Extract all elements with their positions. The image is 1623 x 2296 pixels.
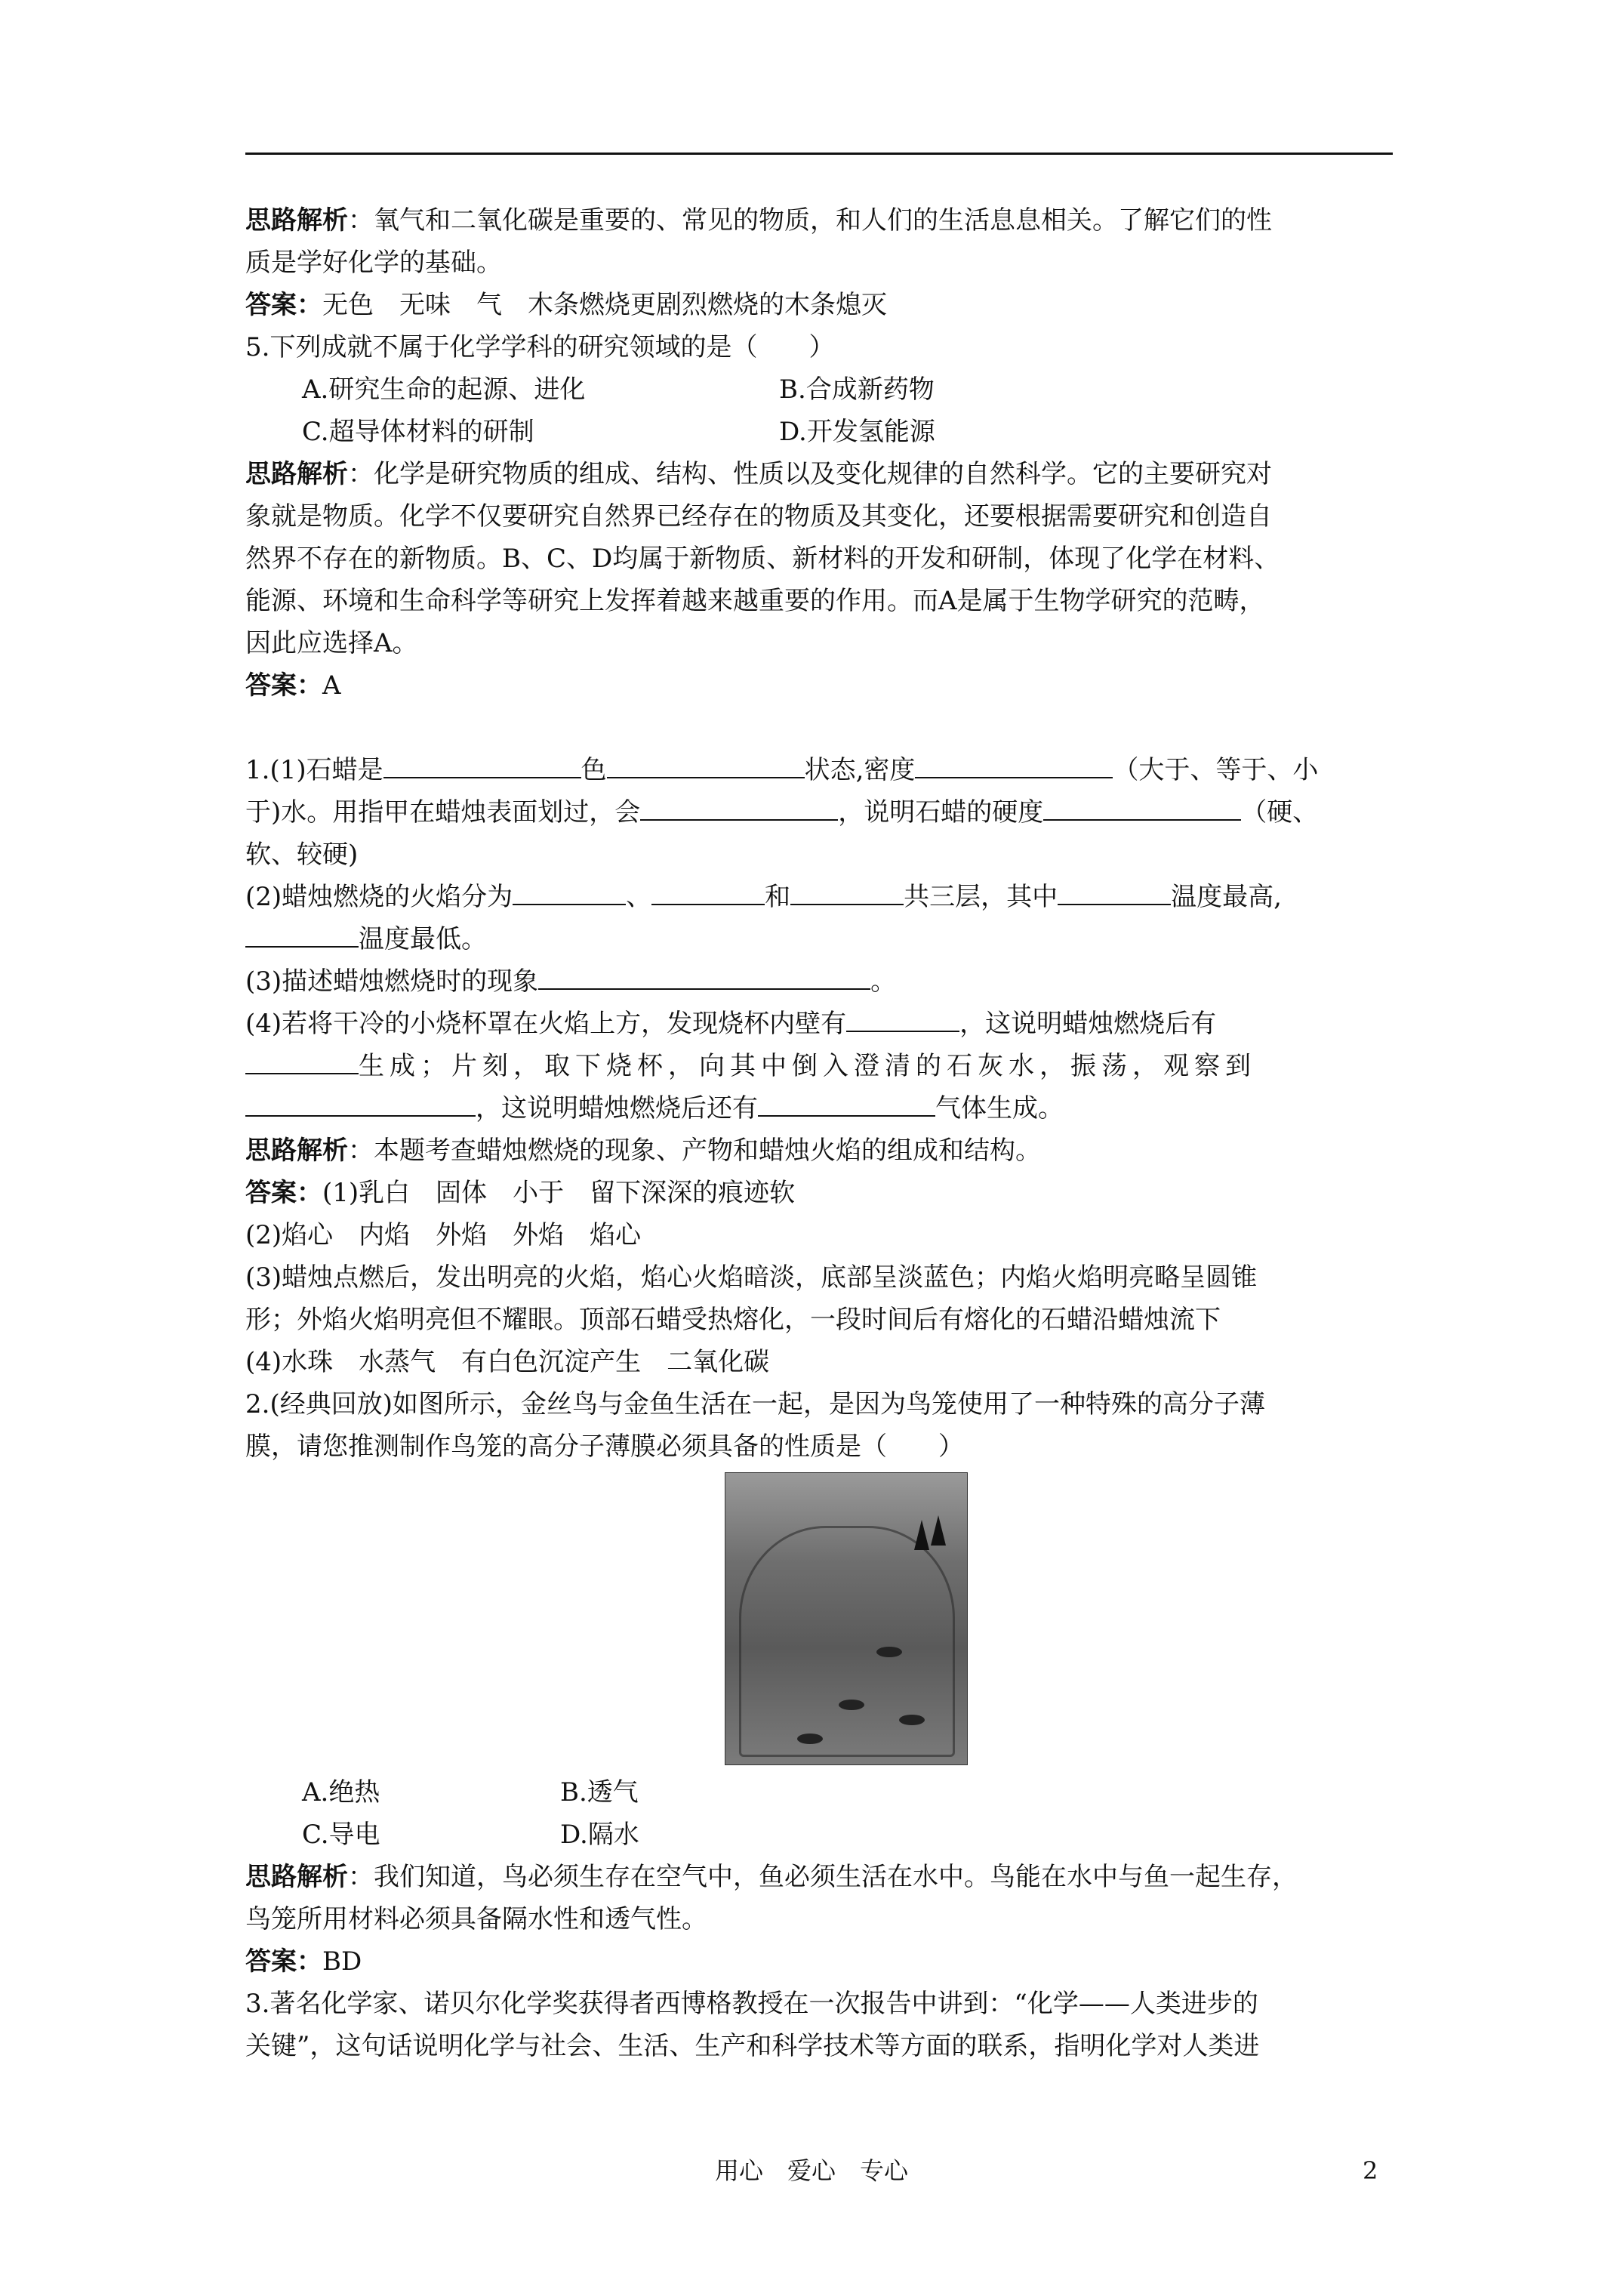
option-a: A.绝热 (302, 1777, 380, 1808)
answer-line (245, 1940, 1393, 1983)
text: ：氧气和二氧化碳是重要的、常见的物质，和人们的生活息息相关。了解它们的性 (348, 205, 1272, 236)
explanation-label: 思路解析 (245, 1862, 348, 1892)
text-line: 因此应选择A。 (245, 628, 418, 658)
text: 于)水。用指甲在蜡烛表面划过，会 (245, 797, 641, 827)
text: （大于、等于、小 (1113, 755, 1319, 785)
options-row (245, 1771, 1393, 1814)
question-1-line (245, 960, 1393, 1003)
options-row (245, 1814, 1393, 1856)
text: (3)描述蜡烛燃烧时的现象 (245, 966, 539, 997)
answer-text: BD (322, 1946, 362, 1977)
bird-shape (914, 1520, 929, 1550)
option-a: A.研究生命的起源、进化 (302, 374, 586, 405)
answer-line (245, 284, 1393, 326)
text: 温度最高, (1171, 882, 1282, 912)
text: ：化学是研究物质的组成、结构、性质以及变化规律的自然科学。它的主要研究对 (348, 459, 1272, 489)
text-line: 能源、环境和生命科学等研究上发挥着越来越重要的作用。而A是属于生物学研究的范畴， (245, 586, 1265, 616)
question-3-line: 关键”，这句话说明化学与社会、生活、生产和科学技术等方面的联系，指明化学对人类进 (245, 2031, 1260, 2061)
answer-label: 答案： (245, 290, 322, 320)
option-c: C.导电 (302, 1820, 380, 1850)
answer-line (245, 1172, 1393, 1214)
explanation-label: 思路解析 (245, 459, 348, 489)
answer-label: 答案： (245, 1946, 322, 1977)
blank (1058, 881, 1171, 905)
text: ，这说明蜡烛燃烧后有 (959, 1009, 1217, 1039)
text: ：本题考查蜡烛燃烧的现象、产物和蜡烛火焰的组成和结构。 (348, 1136, 1041, 1166)
answer-text: A (322, 670, 341, 701)
aquarium-photo (725, 1472, 968, 1765)
text: 色 (581, 755, 607, 785)
question-2: 2.(经典回放)如图所示，金丝鸟与金鱼生活在一起，是因为鸟笼使用了一种特殊的高分子薄 (245, 1389, 1265, 1419)
option-b: B.透气 (560, 1777, 639, 1808)
question-1-line (245, 1045, 1393, 1087)
blank (607, 754, 805, 778)
explanation-line (245, 1130, 1393, 1172)
answer-text: 无色 无味 气 木条燃烧更剧烈燃烧的木条熄灭 (322, 290, 887, 320)
text: 。 (870, 966, 897, 997)
answer-line: (2)焰心 内焰 外焰 外焰 焰心 (245, 1220, 642, 1250)
options-row (245, 368, 1393, 411)
answer-label: 答案： (245, 1178, 322, 1208)
blank (846, 1008, 959, 1032)
text: 共三层，其中 (904, 882, 1058, 912)
text: (2)蜡烛燃烧的火焰分为 (245, 882, 513, 912)
blank (513, 881, 626, 905)
blank (790, 881, 904, 905)
option-c: C.超导体材料的研制 (302, 417, 534, 447)
question-1-line (245, 876, 1393, 918)
question-1-line (245, 791, 1393, 834)
explanation-label: 思路解析 (245, 205, 348, 236)
fish-shape (899, 1715, 925, 1725)
explanation-line (245, 199, 1393, 242)
question-1-line (245, 918, 1393, 960)
text: 气体生成。 (935, 1093, 1064, 1123)
blank (245, 1093, 476, 1117)
blank (758, 1093, 935, 1117)
text: ，这说明蜡烛燃烧后还有 (476, 1093, 758, 1123)
text: 生成；片刻，取下烧杯，向其中倒入澄清的石灰水，振荡，观察到 (359, 1051, 1256, 1081)
text-line: 软、较硬) (245, 840, 359, 870)
blank (383, 754, 581, 778)
text-line: 然界不存在的新物质。B、C、D均属于新物质、新材料的开发和研制，体现了化学在材料、 (245, 544, 1280, 574)
question-2-line: 膜，请您推测制作鸟笼的高分子薄膜必须具备的性质是（ ） (245, 1432, 964, 1462)
blank (1043, 797, 1241, 821)
text: 温度最低。 (359, 924, 487, 954)
blank (538, 966, 870, 990)
text: （硬、 (1241, 797, 1319, 827)
explanation-label: 思路解析 (245, 1136, 348, 1166)
spacer (245, 707, 1393, 749)
answer-label: 答案： (245, 670, 322, 701)
blank (245, 1050, 359, 1074)
text-line: 质是学好化学的基础。 (245, 248, 502, 278)
page-footer: 用心 爱心 专心 (714, 2156, 908, 2185)
option-d: D.开发氢能源 (779, 417, 935, 447)
text: 1.(1)石蜡是 (245, 755, 383, 785)
text-line: 象就是物质。化学不仅要研究自然界已经存在的物质及其变化，还要根据需要研究和创造自 (245, 501, 1272, 532)
options-row (245, 411, 1393, 453)
text-line: 鸟笼所用材料必须具备隔水性和透气性。 (245, 1904, 707, 1934)
answer-line (245, 664, 1393, 707)
answer-line: (3)蜡烛点燃后，发出明亮的火焰，焰心火焰暗淡，底部呈淡蓝色；内焰火焰明亮略呈圆锥 (245, 1262, 1258, 1293)
option-d: D.隔水 (560, 1820, 639, 1850)
fish-shape (876, 1647, 902, 1657)
text: (4)若将干冷的小烧杯罩在火焰上方，发现烧杯内壁有 (245, 1009, 847, 1039)
answer-line: (4)水珠 水蒸气 有白色沉淀产生 二氧化碳 (245, 1347, 770, 1377)
page-number: 2 (1363, 2156, 1378, 2185)
question-1-line (245, 1003, 1393, 1045)
blank (915, 754, 1113, 778)
question-5: 5.下列成就不属于化学学科的研究领域的是（ ） (245, 332, 835, 362)
explanation-line (245, 1856, 1393, 1898)
bird-shape (931, 1515, 946, 1546)
text: 和 (765, 882, 791, 912)
fish-shape (839, 1700, 864, 1710)
question-1-line (245, 749, 1393, 791)
page-content (245, 199, 1393, 2067)
fish-shape (797, 1734, 823, 1744)
answer-line: 形；外焰火焰明亮但不耀眼。顶部石蜡受热熔化，一段时间后有熔化的石蜡沿蜡烛流下 (245, 1305, 1221, 1335)
text: 、 (626, 882, 652, 912)
blank (651, 881, 765, 905)
blank (640, 797, 838, 821)
answer-text: (1)乳白 固体 小于 留下深深的痕迹软 (322, 1178, 796, 1208)
question-1-line (245, 1087, 1393, 1130)
blank (245, 923, 359, 948)
header-rule (245, 153, 1393, 155)
question-3: 3.著名化学家、诺贝尔化学奖获得者西博格教授在一次报告中讲到：“化学——人类进步的 (245, 1989, 1258, 2019)
explanation-line (245, 453, 1393, 495)
option-b: B.合成新药物 (779, 374, 935, 405)
text: 状态,密度 (804, 755, 916, 785)
text: ：我们知道，鸟必须生存在空气中，鱼必须生活在水中。鸟能在水中与鱼一起生存， (348, 1862, 1298, 1892)
text: ，说明石蜡的硬度 (838, 797, 1044, 827)
